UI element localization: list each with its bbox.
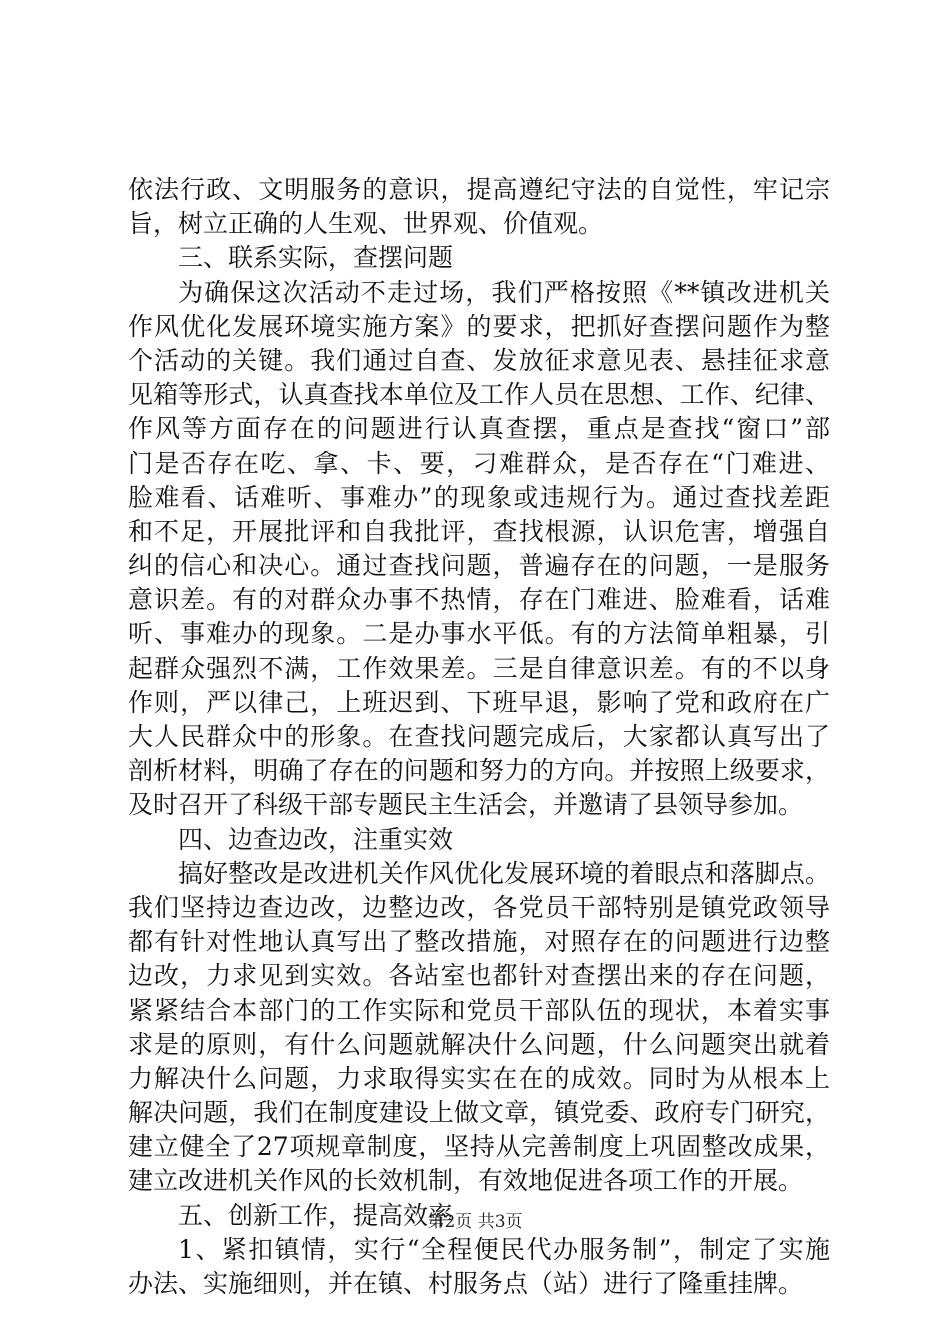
- document-body: [128, 173, 830, 1301]
- page-number-footer: 第2页 共3页: [427, 1212, 523, 1232]
- text-line: 搞好整改是改进机关作风优化发展环境的着眼点和落脚点。: [178, 858, 830, 888]
- text-line: 纠的信心和决心。通过查找问题，普遍存在的问题，一是服务: [128, 551, 830, 581]
- text-line: 我们坚持边查边改，边整边改，各党员干部特别是镇党政领导: [128, 892, 830, 922]
- text-line: 1、紧扣镇情，实行“全程便民代办服务制”，制定了实施: [178, 1234, 830, 1264]
- text-line: 见箱等形式，认真查找本单位及工作人员在思想、工作、纪律、: [128, 380, 830, 410]
- text-line: 和不足，开展批评和自我批评，查找根源，认识危害，增强自: [128, 516, 830, 546]
- text-line: 解决问题，我们在制度建设上做文章，镇党委、政府专门研究，: [128, 1098, 830, 1128]
- text-line: 建立改进机关作风的长效机制，有效地促进各项工作的开展。: [128, 1166, 804, 1196]
- text-line: 脸难看、话难听、事难办”的现象或违规行为。通过查找差距: [128, 482, 830, 512]
- text-line: 大人民群众中的形象。在查找问题完成后，大家都认真写出了: [128, 722, 830, 751]
- text-line: 作则，严以律己，上班迟到、下班早退，影响了党和政府在广: [128, 687, 830, 717]
- text-line: 起群众强烈不满，工作效果差。三是自律意识差。有的不以身: [128, 653, 830, 683]
- section-heading: 三、联系实际，查摆问题: [178, 243, 454, 273]
- text-line: 紧紧结合本部门的工作实际和党员干部队伍的现状，本着实事: [128, 995, 830, 1025]
- text-line: 个活动的关键。我们通过自查、发放征求意见表、悬挂征求意: [128, 345, 830, 375]
- text-line: 求是的原则，有什么问题就解决什么问题，什么问题突出就着: [128, 1029, 830, 1059]
- text-line: 依法行政、文明服务的意识，提高遵纪守法的自觉性，牢记宗: [128, 175, 830, 204]
- text-line: 建立健全了27项规章制度，坚持从完善制度上巩固整改成果，: [128, 1132, 830, 1162]
- text-line: 力解决什么问题，力求取得实实在在的成效。同时为从根本上: [128, 1063, 830, 1093]
- text-line: 听、事难办的现象。二是办事水平低。有的方法简单粗暴，引: [128, 619, 830, 649]
- text-line: 作风优化发展环境实施方案》的要求，把抓好查摆问题作为整: [128, 311, 830, 341]
- text-line: 为确保这次活动不走过场，我们严格按照《**镇改进机关: [178, 277, 830, 307]
- text-line: 旨，树立正确的人生观、世界观、价值观。: [128, 209, 604, 239]
- text-line: 都有针对性地认真写出了整改措施，对照存在的问题进行边整: [128, 927, 830, 957]
- text-line: 及时召开了科级干部专题民主生活会，并邀请了县领导参加。: [128, 790, 804, 820]
- text-line: 边改，力求见到实效。各站室也都针对查摆出来的存在问题，: [128, 961, 830, 991]
- section-heading: 四、边查边改，注重实效: [178, 824, 454, 854]
- text-line: 剖析材料，明确了存在的问题和努力的方向。并按照上级要求，: [128, 756, 830, 786]
- text-line: 意识差。有的对群众办事不热情，存在门难进、脸难看，话难: [128, 585, 830, 615]
- text-line: 办法、实施细则，并在镇、村服务点（站）进行了隆重挂牌。: [128, 1269, 804, 1298]
- text-line: 门是否存在吃、拿、卡、要，刁难群众，是否存在“门难进、: [128, 448, 830, 478]
- text-line: 作风等方面存在的问题进行认真查摆，重点是查找“窗口”部: [128, 414, 830, 444]
- section-heading: 五、创新工作，提高效率: [178, 1200, 454, 1230]
